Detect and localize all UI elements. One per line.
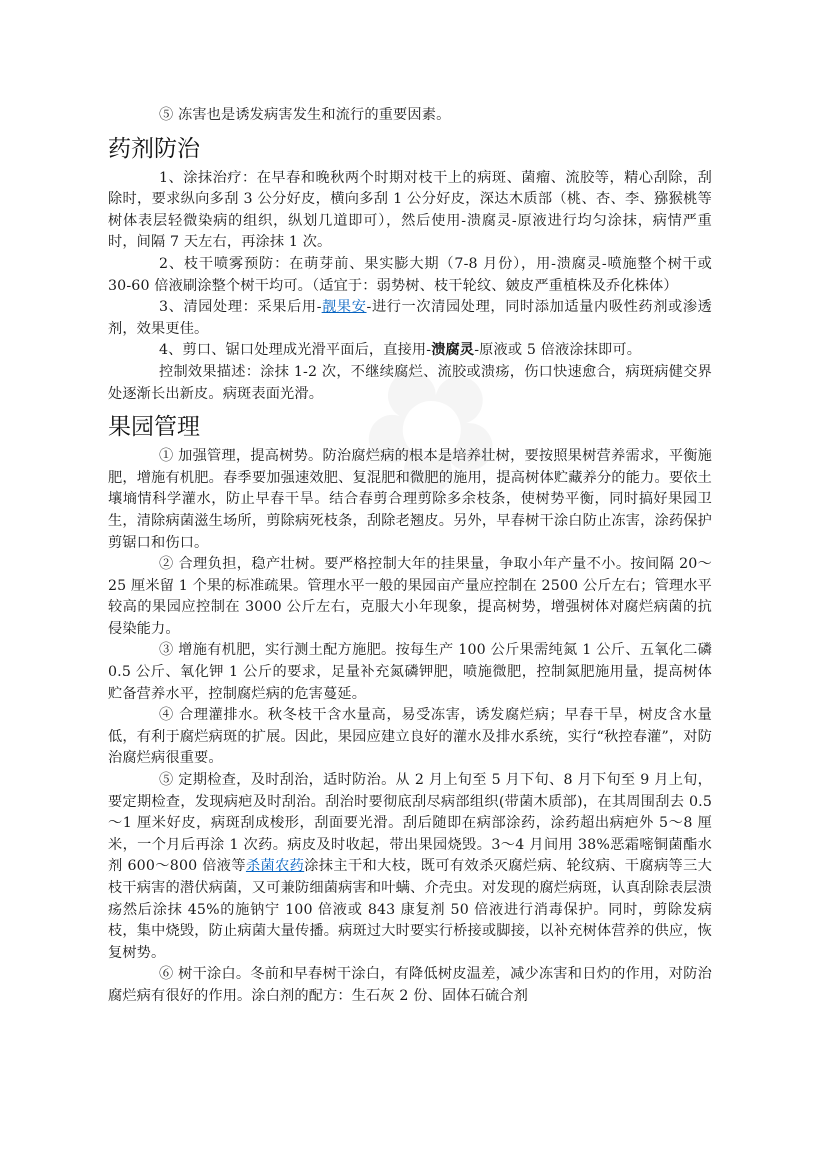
paragraph-cut-treatment [108, 340, 712, 362]
paragraph-orchard-cleaning [108, 297, 712, 340]
document-page [108, 105, 712, 1008]
text: 4、剪口、锯口处理成光滑平面后，直接用- [159, 342, 432, 359]
heading-chemical-control: 药剂防治 [108, 135, 200, 162]
product-link-liangguoan[interactable]: 靓果安 [321, 299, 367, 316]
product-link-fungicide[interactable]: 杀菌农药 [245, 858, 305, 875]
heading-orchard-management: 果园管理 [108, 414, 200, 441]
paragraph-spray-prevention: 2、枝干喷雾预防：在萌芽前、果实膨大期（7-8 月份），用-溃腐灵-喷施整个树干或 30-60 倍液刷涂整个树干均可。（适宜于：弱势树、枝干轮纹、皴皮严重植株及乔化株体） [108, 255, 712, 294]
text: 涂抹主干和大枝，既可有效杀灭腐烂病、轮纹病、干腐病等三大枝干病害的潜伏病菌，又可兼防细菌病害和叶螨、介壳虫。对发现的腐烂病斑，认真刮除表层溃疡然后涂抹 45%的施钠宁 100 倍液或 843 康复剂 50 倍液进行消毒保护。同时，剪除发病枝，集中烧毁，防止病菌大量传播。病斑过大时要实行桥接或脚接，以补充树体营养的供应，恢复树势。 [108, 858, 712, 961]
paragraph-management-2: ② 合理负担，稳产壮树。要严格控制大年的挂果量，争取小年产量不小。按间隔 20～25 厘米留 1 个果的标准疏果。管理水平一般的果园亩产量应控制在 2500 公斤左右；管理水平较高的果园应控制在 3000 公斤左右，克服大小年现象，提高树势，增强树体对腐烂病菌的抗侵染能力。 [108, 556, 712, 637]
paragraph-smear-treatment: 1、涂抹治疗：在早春和晚秋两个时期对枝干上的病斑、菌瘤、流胶等，精心刮除，刮除时，要求纵向多刮 3 公分好皮，横向多刮 1 公分好皮，深达木质部（桃、杏、李、猕猴桃等树体表层轻微染病的组织，纵划几道即可），然后使用-溃腐灵-原液进行均匀涂抹，病情严重时，间隔 7 天左右，再涂抹 1 次。 [108, 169, 712, 251]
text: -原液或 5 倍液涂抹即可。 [474, 342, 642, 359]
product-name-bold: 溃腐灵 [431, 342, 475, 359]
paragraph-management-3: ③ 增施有机肥，实行测土配方施肥。按每生产 100 公斤果需纯氮 1 公斤、五氧化二磷 0.5 公斤、氧化钾 1 公斤的要求，足量补充氮磷钾肥，喷施微肥，控制氮肥施用量，提高树体贮备营养水平，控制腐烂病的危害蔓延。 [108, 642, 712, 702]
paragraph-effect-description: 控制效果描述：涂抹 1-2 次，不继续腐烂、流胶或溃疡，伤口快速愈合，病斑病健交界处逐渐长出新皮。病斑表面光滑。 [108, 363, 712, 402]
paragraph-freeze-damage: ⑤ 冻害也是诱发病害发生和流行的重要因素。 [159, 107, 451, 123]
paragraph-management-6: ⑥ 树干涂白。冬前和早春树干涂白，有降低树皮温差，减少冻害和日灼的作用，对防治腐烂病有很好的作用。涂白剂的配方：生石灰 2 份、固体石硫合剂 [108, 966, 712, 1004]
text: -进行一次清园处理，同时添加适量内吸性药剂或渗透剂，效果更佳。 [108, 299, 712, 337]
paragraph-management-4: ④ 合理灌排水。秋冬枝干含水量高，易受冻害，诱发腐烂病；早春干旱，树皮含水量低，有利于腐烂病斑的扩展。因此，果园应建立良好的灌水及排水系统，实行“秋控春灌”，对防治腐烂病很重要。 [108, 707, 712, 767]
text: ⑤ 定期检查，及时刮治，适时防治。从 2 月上旬至 5 月下旬、8 月下旬至 9 月上旬，要定期检查，发现病疤及时刮治。刮治时要彻底刮尽病部组织(带菌木质部)，在其周围刮去 0.5～1 厘米好皮，病斑刮成梭形，刮面要光滑。刮后随即在病部涂药，涂药超出病疤外 5～8 厘米，一个月后再涂 1 次药。病皮及时收起，带出果园烧毁。3～4 月间用 38%恶霜嘧铜菌酯水剂 600～800 倍液等 [108, 772, 712, 875]
paragraph-management-5 [108, 770, 712, 964]
paragraph-management-1: ① 加强管理，提高树势。防治腐烂病的根本是培养壮树，要按照果树营养需求，平衡施肥，增施有机肥。春季要加强速效肥、复混肥和微肥的施用，提高树体贮藏养分的能力。要依土壤墒情科学灌水，防止早春干旱。结合春剪合理剪除多余枝条，使树势平衡，同时搞好果园卫生，清除病菌滋生场所，剪除病死枝条，刮除老翘皮。另外，早春树干涂白防止冻害，涂药保护剪锯口和伤口。 [108, 448, 712, 551]
text: 3、清园处理：采果后用- [159, 299, 322, 316]
